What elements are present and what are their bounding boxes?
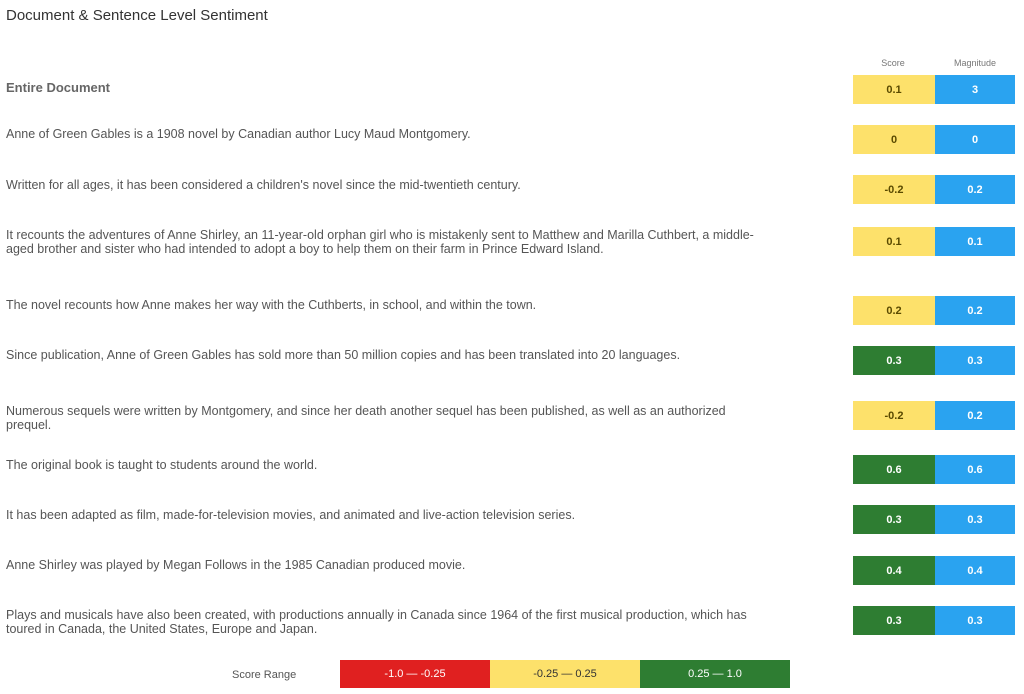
score-badge: 0.1	[853, 227, 935, 256]
score-range-legend	[0, 660, 1024, 688]
sentence-text: Numerous sequels were written by Montgomery, and since her death another sequel has been published, as well as an authorized prequel.	[6, 404, 726, 432]
sentence-text: Anne Shirley was played by Megan Follows in the 1985 Canadian produced movie.	[6, 558, 466, 572]
score-badge: 0.3	[853, 346, 935, 375]
sentence-text: Anne of Green Gables is a 1908 novel by Canadian author Lucy Maud Montgomery.	[6, 127, 471, 141]
score-badge: 0.2	[853, 296, 935, 325]
score-column-header: Score	[881, 58, 905, 68]
magnitude-badge: 0	[935, 125, 1015, 154]
legend-positive: 0.25 — 1.0	[640, 660, 790, 688]
score-badge: 0.6	[853, 455, 935, 484]
magnitude-badge: 0.3	[935, 346, 1015, 375]
sentence-text: It has been adapted as film, made-for-television movies, and animated and live-action television series.	[6, 508, 576, 522]
magnitude-badge: 0.2	[935, 296, 1015, 325]
score-badge: 0.3	[853, 505, 935, 534]
score-badge: 0	[853, 125, 935, 154]
sentence-text: Since publication, Anne of Green Gables has sold more than 50 million copies and has been translated into 20 languages.	[6, 348, 681, 362]
magnitude-badge: 0.6	[935, 455, 1015, 484]
score-badge: 0.4	[853, 556, 935, 585]
magnitude-badge: 0.2	[935, 401, 1015, 430]
score-badge: 0.3	[853, 606, 935, 635]
magnitude-badge: 0.3	[935, 606, 1015, 635]
score-badge: 0.1	[853, 75, 935, 104]
sentence-text: Plays and musicals have also been created, with productions annually in Canada since 1964 of the first musical production, which has toured in Canada, the United States, Europe and Japan.	[6, 608, 747, 636]
sentence-text: Written for all ages, it has been considered a children's novel since the mid-twentieth century.	[6, 178, 521, 192]
legend-neutral: -0.25 — 0.25	[490, 660, 640, 688]
magnitude-badge: 3	[935, 75, 1015, 104]
magnitude-badge: 0.2	[935, 175, 1015, 204]
page-title: Document & Sentence Level Sentiment	[6, 7, 268, 24]
legend-label: Score Range	[232, 669, 297, 681]
legend-negative: -1.0 — -0.25	[340, 660, 490, 688]
score-badge: -0.2	[853, 401, 935, 430]
magnitude-column-header: Magnitude	[953, 58, 997, 68]
magnitude-badge: 0.4	[935, 556, 1015, 585]
document-label: Entire Document	[6, 80, 111, 95]
sentence-text: It recounts the adventures of Anne Shirley, an 11-year-old orphan girl who is mistakenly sent to Matthew and Marilla Cuthbert, a middle-aged brother and sister who had intended to adopt a boy to help them on their farm in Prince Edward Island.	[6, 228, 754, 256]
sentence-text: The novel recounts how Anne makes her way with the Cuthberts, in school, and within the town.	[6, 298, 537, 312]
score-badge: -0.2	[853, 175, 935, 204]
magnitude-badge: 0.1	[935, 227, 1015, 256]
sentence-text: The original book is taught to students around the world.	[6, 458, 318, 472]
magnitude-badge: 0.3	[935, 505, 1015, 534]
